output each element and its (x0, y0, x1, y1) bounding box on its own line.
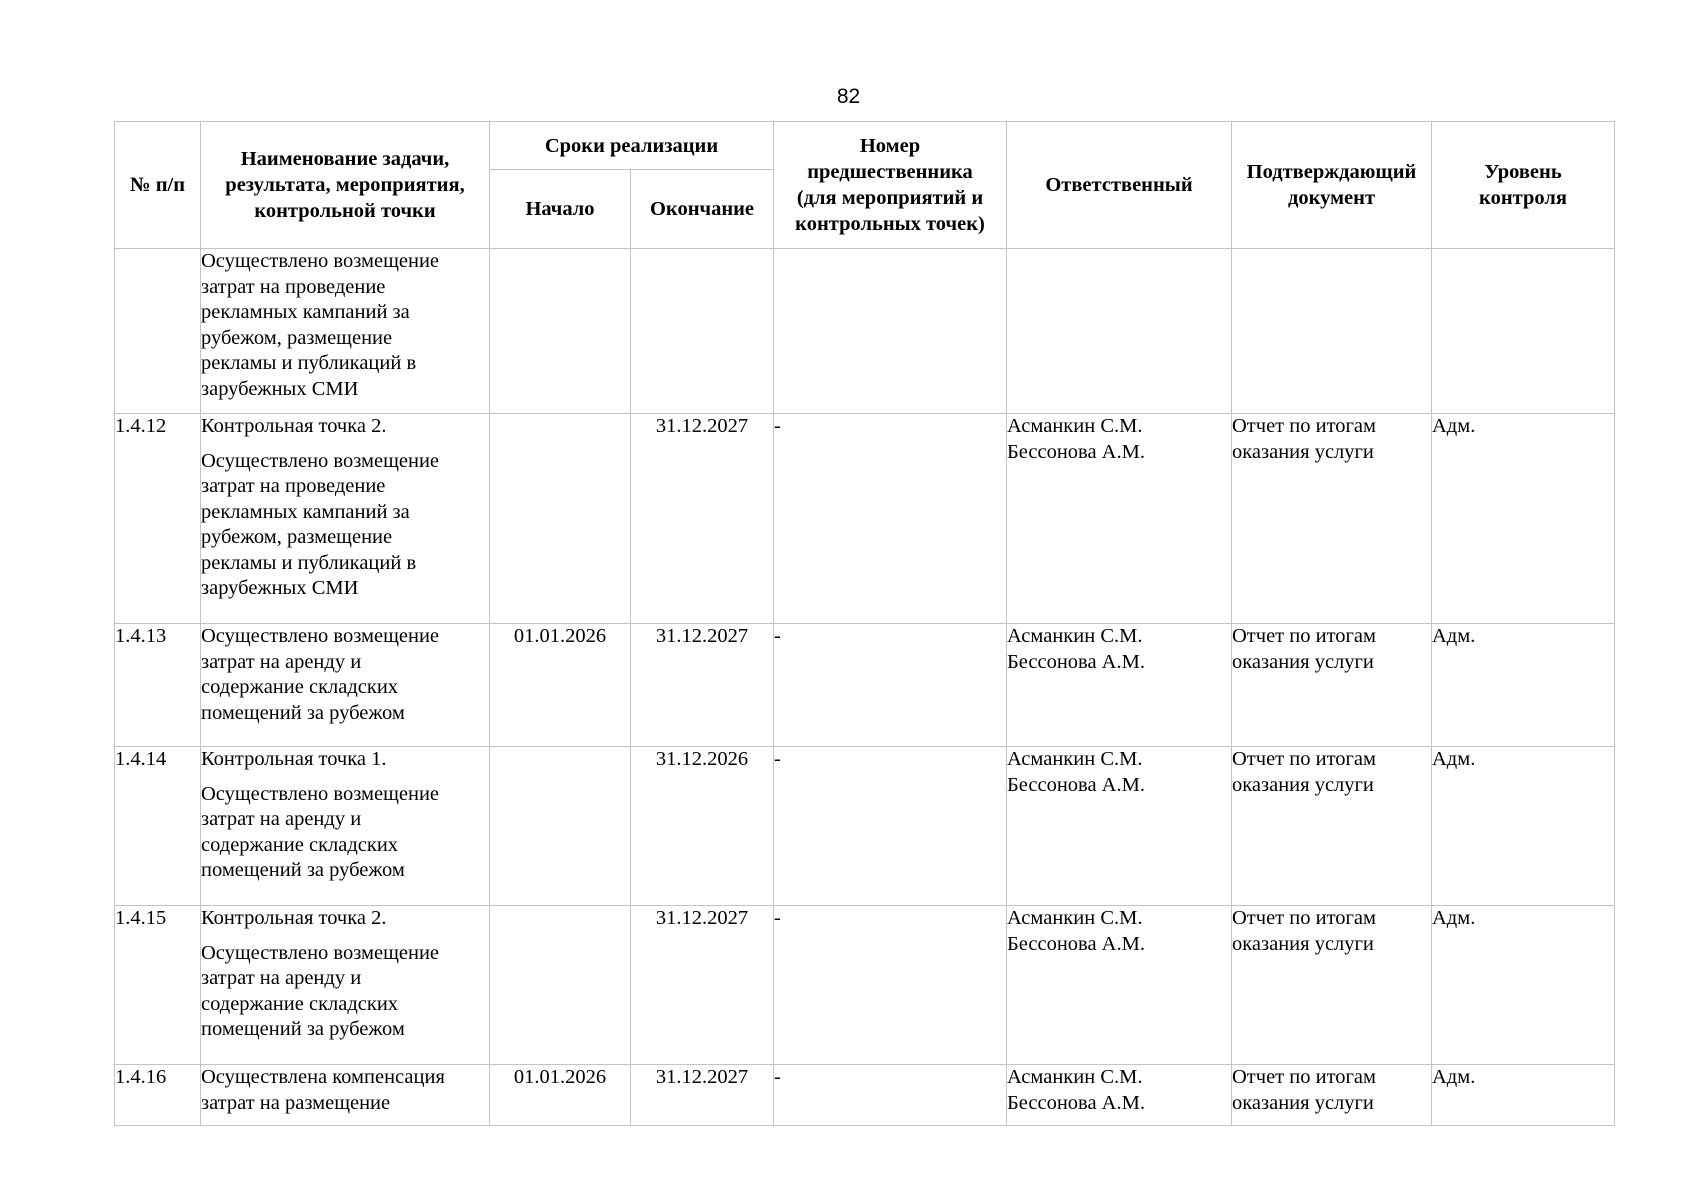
header-responsible: Ответственный (1007, 122, 1232, 249)
row-name-body: Осуществлено возмещение затрат на аренду и содержание складских помещений за рубежом (201, 782, 440, 881)
row-end: 31.12.2027 (631, 906, 774, 1065)
row-predecessor: - (774, 906, 1007, 1065)
row-responsible: Асманкин С.М. Бессонова А.М. (1007, 414, 1232, 624)
row-control-level: Адм. (1432, 414, 1615, 624)
row-control-level: Адм. (1432, 624, 1615, 747)
row-name-body: Осуществлено возмещение затрат на проведение рекламных кампаний за рубежом, размещение рекламы и публикаций в зарубежных СМИ (201, 449, 440, 599)
row-name (201, 249, 490, 414)
row-document: Отчет по итогам оказания услуги (1232, 414, 1432, 624)
row-control-level (1432, 249, 1615, 414)
row-document: Отчет по итогам оказания услуги (1232, 747, 1432, 906)
row-name-head: Контрольная точка 1. (201, 748, 387, 770)
header-control-level: Уровень контроля (1432, 122, 1615, 249)
row-name-head: Контрольная точка 2. (201, 415, 387, 437)
header-predecessor: Номер предшественника (для мероприятий и контрольных точек) (774, 122, 1007, 249)
row-name-head: Контрольная точка 2. (201, 907, 387, 929)
table-row (115, 624, 1615, 747)
row-name (201, 906, 490, 1065)
header-start: Начало (490, 170, 631, 249)
row-start (490, 249, 631, 414)
header-period: Сроки реализации (490, 122, 774, 170)
row-num (115, 249, 201, 414)
row-document (1232, 249, 1432, 414)
row-responsible: Асманкин С.М. Бессонова А.М. (1007, 906, 1232, 1065)
row-num: 1.4.16 (115, 1065, 201, 1126)
row-predecessor: - (774, 747, 1007, 906)
table-row (115, 414, 1615, 624)
row-end: 31.12.2027 (631, 414, 774, 624)
table-row (115, 249, 1615, 414)
header-end: Окончание (631, 170, 774, 249)
table-row (115, 1065, 1615, 1126)
header-document: Подтверждающий документ (1232, 122, 1432, 249)
plan-table (114, 121, 1615, 1126)
row-responsible: Асманкин С.М. Бессонова А.М. (1007, 624, 1232, 747)
row-predecessor: - (774, 624, 1007, 747)
row-control-level: Адм. (1432, 1065, 1615, 1126)
row-num: 1.4.14 (115, 747, 201, 906)
row-document: Отчет по итогам оказания услуги (1232, 624, 1432, 747)
row-num: 1.4.13 (115, 624, 201, 747)
row-start: 01.01.2026 (490, 624, 631, 747)
row-predecessor: - (774, 414, 1007, 624)
header-name: Наименование задачи, результата, мероприятия, контрольной точки (201, 122, 490, 249)
row-start (490, 906, 631, 1065)
row-end (631, 249, 774, 414)
row-control-level: Адм. (1432, 906, 1615, 1065)
row-responsible: Асманкин С.М. Бессонова А.М. (1007, 1065, 1232, 1126)
row-name (201, 1065, 490, 1126)
row-responsible: Асманкин С.М. Бессонова А.М. (1007, 747, 1232, 906)
row-start: 01.01.2026 (490, 1065, 631, 1126)
row-end: 31.12.2027 (631, 624, 774, 747)
row-name-body: Осуществлено возмещение затрат на аренду и содержание складских помещений за рубежом (201, 625, 440, 724)
row-end: 31.12.2026 (631, 747, 774, 906)
row-responsible (1007, 249, 1232, 414)
row-document: Отчет по итогам оказания услуги (1232, 906, 1432, 1065)
row-name (201, 624, 490, 747)
row-document: Отчет по итогам оказания услуги (1232, 1065, 1432, 1126)
row-name (201, 414, 490, 624)
row-start (490, 414, 631, 624)
page-number: 82 (836, 85, 861, 108)
row-name (201, 747, 490, 906)
row-name-body: Осуществлена компенсация затрат на размещение (201, 1066, 445, 1114)
table-row (115, 747, 1615, 906)
header-num: № п/п (115, 122, 201, 249)
table-row (115, 906, 1615, 1065)
row-predecessor: - (774, 1065, 1007, 1126)
row-start (490, 747, 631, 906)
row-num: 1.4.12 (115, 414, 201, 624)
row-name-body: Осуществлено возмещение затрат на аренду и содержание складских помещений за рубежом (201, 941, 440, 1040)
row-predecessor (774, 249, 1007, 414)
row-control-level: Адм. (1432, 747, 1615, 906)
row-end: 31.12.2027 (631, 1065, 774, 1126)
row-num: 1.4.15 (115, 906, 201, 1065)
row-name-body: Осуществлено возмещение затрат на проведение рекламных кампаний за рубежом, размещение рекламы и публикаций в зарубежных СМИ (201, 250, 440, 400)
